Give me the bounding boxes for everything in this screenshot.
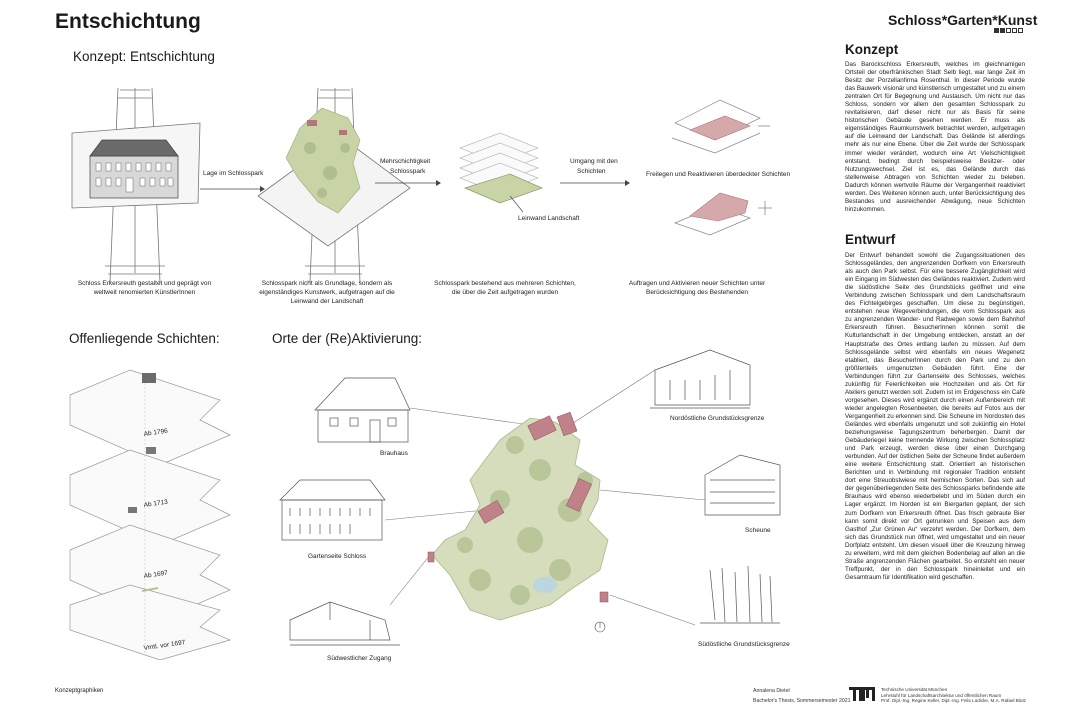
footer-left: Konzeptgraphiken bbox=[55, 688, 104, 694]
flow-label-2b: Schlosspark bbox=[390, 168, 426, 175]
entwurf-body: Der Entwurf behandelt sowohl die Zugangssituationen des Schlossgeländes, den angrenzenden Dorfkern von Erkersreuth als auch den Park selbst. Für eine bessere Zugänglichkeit wird ein Eingang im Südwesten des Geländes reaktiviert. Zudem wird die südöstliche Seite des Grundstücks geöffnet und eine Verbindung zwischen Schlosspark und dem Landschaftsraum des Fichtelgebirges geschaffen. Um diese zu begünstigen, entstehen neue Wegeverbindungen, die vom Schlosspark aus zu angrenzenden Wander- und Radwegen sowie dem Bahnhof Erkersreuth führen. BesucherInnen können somit die Kulturlandschaft in der Umgebung entdecken, anstatt an der Hauptstraße des Ortes entlang laufen zu müssen. Auf dem Schlossgelände selbst wird ebenfalls ein neues Wegenetz etabliert, das BesucherInnen durch den Park und zu den größtenteils umgenutzten Gebäuden führt. Eine der Verbindungen führt zur Gartenseite des Schlosses, welches zukünftig für Feierlichkeiten wie Hochzeiten und als Ort für Ateliers genutzt werden soll. Zudem ist im Erdgeschoss ein Café vorgesehen. Dieses wird ergänzt durch einen Außenbereich mit wieder angelegten Rosenbeeten, die bereits auf Fotos aus der Vergangenheit zu erkennen sind. Die Scheune im Nordosten des Geländes wird ebenfalls umgenutzt und soll zukünftig ein Hotel beziehungsweise Tagungszentrum beherbergen. Damit der Gebäuderiegel keine trennende Wirkung zwischen Schlossplatz und Park erzeugt, werden diese über einen Durchgang verbunden. Auf der östlichen Seite der Scheune findet außerdem eine weitere Entschichtung statt. Orientiert an historischen Berichten und in Verbindung mit regionaler Tradition entsteht dort eine Streuobstwiese mit heimischen Sorten. Das sich auf der gegenüberliegenden Seite des Schlossparks befindende alte Brauhaus wird ebenso wiederbelebt und im Süden durch ein Lager ergänzt. Im Norden ist ein Biergarten geplant, der sich zum Dorfkern von Erkersreuth öffnet. Das frisch gebraute Bier kann somit direkt vor Ort getrunken und Speisen aus dem Gasthof „Zur Grünen Au“ verzehrt werden. Der Dorfkern, dem sich das Grundstück nun öffnet, wird umgestaltet und ein neuer Dorfplatz entsteht. Um diesen visuell über die Kreuzung hinweg zu erweitern, wird mit dem gleichen Bodenbelag auf allen an die Straße angrenzenden Flächen gearbeitet. So entsteht ein neuer Treffpunkt, der in den Schlosspark hineinleitet und ein Gesamtraum für Identifikation wird geschaffen. bbox=[845, 252, 1025, 581]
flow-label-3a: Umgang mit den bbox=[570, 158, 618, 165]
footer-author: Annalena Dietel bbox=[753, 688, 790, 694]
places-heading: Orte der (Re)Aktivierung: bbox=[272, 331, 423, 346]
layer-label-pre-1697: Vmtl. vor 1697 bbox=[143, 639, 186, 652]
flow-label-canvas: Leinwand Landschaft bbox=[518, 215, 580, 222]
place-label-suedwest: Südwestlicher Zugang bbox=[327, 655, 392, 662]
tum-logo-icon bbox=[848, 686, 876, 702]
footer-thesis: Bachelor's Thesis, Sommersemester 2021 bbox=[753, 698, 851, 704]
layer-1713-icon bbox=[70, 450, 230, 545]
tum-credits: Technische Universität München Lehrstuhl für Landschaftsarchitektur und öffentlichen Raum Prof. Dipl.-Ing. Regine Keller, Dipl.-Ing. Felix Lüdicke, M.A. Rafael Blutz bbox=[881, 687, 1027, 704]
suedost-sketch-icon bbox=[700, 566, 780, 623]
place-label-brauhaus: Brauhaus bbox=[380, 450, 408, 457]
flow-label-2a: Mehrschichtigkeit bbox=[380, 158, 431, 165]
place-label-scheune: Scheune bbox=[745, 527, 771, 534]
places-map bbox=[270, 340, 810, 670]
place-label-gartenseite: Gartenseite Schloss bbox=[308, 553, 367, 560]
place-label-nordost: Nordöstliche Grundstücksgrenze bbox=[670, 415, 765, 422]
konzept-body: Das Barockschloss Erkersreuth, welches im gleichnamigen Ortsteil der oberfränkischen Stadt Selb liegt, war lange Zeit im Besitz der Porzellanfirma Rosenthal. In dieser Periode wurde das Bauwerk visionär und künstlerisch umgestaltet und zu einem zentralen Ort für Begegnung und Austausch. Um nicht nur das Schloss, sondern vor allem den gesamten Schlosspark zu revitalisieren, darf dieser nicht nur als Basis für seine historischen Gebäude gesehen werden. Er muss als eigenständiges Raumkunstwerk betrachtet werden, aufgetragen auf die Leinwand der Landschaft. Das Gelände ist allerdings mehr als nur eine Ebene. Über die Zeit wurde der Schlosspark immer wieder verändert, wodurch eine Art Vielschichtigkeit entstand, bedingt durch beispielsweise Besitzer- oder Nutzungswechsel. Ziel ist es, das Gelände durch das stellenweise Abtragen von Schichten wieder zu beleben. Dadurch können wertvolle Räume der Vergangenheit reaktiviert werden. Des Weiteren können auch, unter Berücksichtigung des Bestandes und ausreichender Abwägung, neue Schichten hinzukommen. bbox=[845, 61, 1025, 213]
layers-heading: Offenliegende Schichten: bbox=[69, 331, 220, 346]
suedwest-sketch-icon bbox=[290, 602, 400, 645]
caption-3: Schlosspark bestehend aus mehreren Schichten, die über die Zeit aufgetragen wurden bbox=[434, 280, 576, 296]
layers-diagram bbox=[60, 355, 260, 660]
layer-label-1697: Ab 1697 bbox=[143, 569, 169, 580]
caption-1: Schloss Erkersreuth gestaltet und geprägt von weltweit renomierten KünstlerInnen bbox=[77, 280, 212, 296]
brauhaus-sketch-icon bbox=[315, 378, 410, 442]
layer-label-1796: Ab 1796 bbox=[143, 427, 169, 438]
flow-label-1: Lage im Schlosspark bbox=[203, 170, 264, 177]
brand-squares-icon bbox=[994, 28, 1023, 33]
place-label-suedost: Südöstliche Grundstücksgrenze bbox=[698, 641, 790, 648]
flow-label-3b: Schichten bbox=[577, 168, 606, 175]
caption-4: Auftragen und Aktivieren neuer Schichten unter Berücksichtigung des Bestehenden bbox=[628, 280, 766, 296]
flow-label-4: Freilegen und Reaktivieren überdeckter Schichten bbox=[646, 171, 791, 178]
layer-label-1713: Ab 1713 bbox=[143, 498, 169, 509]
konzept-heading: Konzept bbox=[845, 42, 899, 57]
concept-heading: Konzept: Entschichtung bbox=[73, 49, 215, 64]
page-title: Entschichtung bbox=[55, 10, 201, 33]
entwurf-heading: Entwurf bbox=[845, 232, 896, 247]
caption-2: Schlosspark nicht als Grundlage, sondern als eigenständiges Kunstwerk, aufgetragen auf die Leinwand der Landschaft bbox=[259, 280, 395, 305]
gartenseite-sketch-icon bbox=[280, 480, 385, 540]
easel-castle-icon bbox=[72, 88, 200, 283]
scheune-sketch-icon bbox=[705, 455, 780, 515]
concept-diagram bbox=[60, 78, 800, 283]
nordost-sketch-icon bbox=[650, 350, 750, 408]
brand-title: Schloss*Garten*Kunst bbox=[888, 12, 1038, 28]
